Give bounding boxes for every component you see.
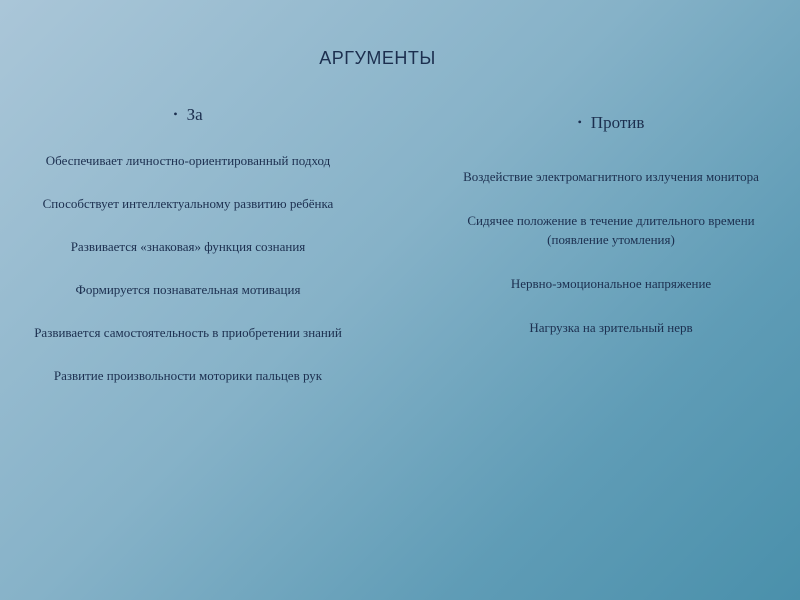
pros-column bbox=[30, 104, 346, 409]
cons-heading bbox=[455, 112, 767, 135]
pros-item: Способствует интеллектуальному развитию ребёнка bbox=[42, 196, 334, 211]
pros-item: Формируется познавательная мотивация bbox=[75, 282, 301, 297]
pros-heading-label: За bbox=[186, 105, 203, 124]
cons-item: Нагрузка на зрительный нерв bbox=[529, 320, 693, 335]
pros-heading bbox=[30, 104, 346, 127]
pros-item: Развитие произвольности моторики пальцев рук bbox=[53, 368, 323, 383]
cons-item: Сидячее положение в течение длительного времени (появление утомления) bbox=[467, 213, 755, 247]
cons-column bbox=[455, 112, 767, 362]
pros-list bbox=[30, 151, 346, 385]
slide-title: АРГУМЕНТЫ bbox=[319, 48, 436, 68]
cons-heading-label: Против bbox=[590, 113, 645, 132]
pros-item: Развивается самостоятельность в приобретении знаний bbox=[34, 325, 342, 340]
cons-list bbox=[455, 167, 767, 337]
bullet-icon: • bbox=[577, 115, 582, 129]
cons-item: Нервно-эмоциональное напряжение bbox=[510, 276, 712, 291]
cons-item: Воздействие электромагнитного излучения монитора bbox=[463, 169, 759, 184]
bullet-icon: • bbox=[173, 107, 178, 121]
pros-item: Развивается «знаковая» функция сознания bbox=[70, 239, 306, 254]
pros-item: Обеспечивает личностно-ориентированный подход bbox=[45, 153, 331, 168]
